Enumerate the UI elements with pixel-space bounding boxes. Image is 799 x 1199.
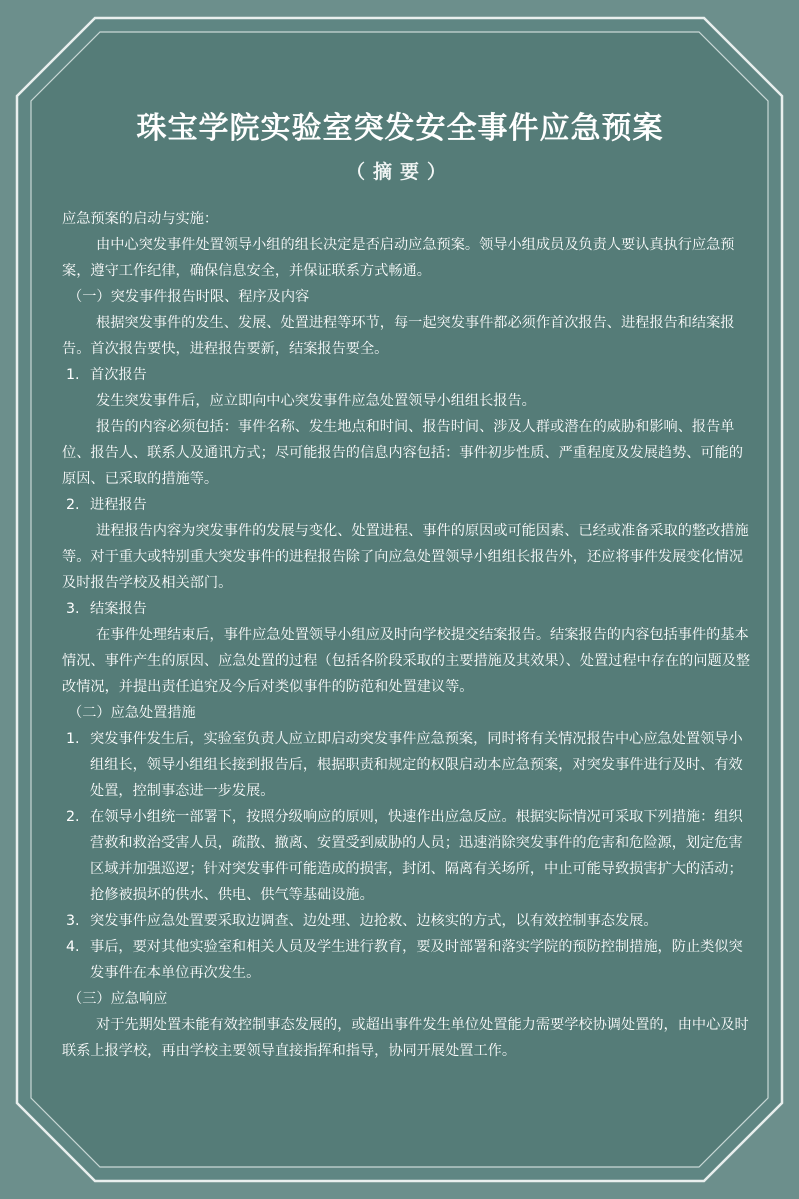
section-1-paragraph: 根据突发事件的发生、发展、处置进程等环节，每一起突发事件都必须作首次报告、进程报告和结案报告。首次报告要快，进程报告要新，结案报告要全。	[62, 315, 735, 357]
subheading-label: 结案报告	[90, 601, 147, 617]
measure-text: 事后，要对其他实验室和相关人员及学生进行教育，要及时部署和落实学院的预防控制措施，防止类似突发事件在本单位再次发生。	[90, 939, 743, 981]
subheading-closing-report	[62, 596, 752, 622]
measure-text: 突发事件发生后，实验室负责人应立即启动突发事件应急预案，同时将有关情况报告中心应急处置领导小组组长，领导小组组长接到报告后，根据职责和规定的权限启动本应急预案，对突发事件进行及时、有效处置，控制事态进一步发展。	[90, 731, 743, 799]
first-report-paragraph-1: 发生突发事件后，应立即向中心突发事件应急处置领导小组组长报告。	[96, 393, 536, 409]
first-report-paragraph-2: 报告的内容必须包括：事件名称、发生地点和时间、报告时间、涉及人群或潜在的威胁和影响、报告单位、报告人、联系人及通讯方式；尽可能报告的信息内容包括：事件初步性质、严重程度及发展趋势、可能的原因、已采取的措施等。	[62, 419, 744, 487]
subheading-first-report	[62, 362, 752, 388]
measure-number: 3.	[66, 913, 80, 929]
measure-number: 2.	[66, 809, 80, 825]
subheading-label: 首次报告	[90, 367, 147, 383]
measure-text: 在领导小组统一部署下，按照分级响应的原则，快速作出应急反应。根据实际情况可采取下列措施：组织营救和救治受害人员，疏散、撤离、安置受到威胁的人员；迅速消除突发事件的危害和危险源，划定危害区域并加强巡逻；针对突发事件可能造成的损害，封闭、隔离有关场所，中止可能导致损害扩大的活动；抢修被损坏的供水、供电、供气等基础设施。	[90, 809, 743, 903]
intro-paragraph: 由中心突发事件处置领导小组的组长决定是否启动应急预案。领导小组成员及负责人要认真执行应急预案，遵守工作纪律，确保信息安全，并保证联系方式畅通。	[62, 237, 735, 279]
section-heading-2: （二）应急处置措施	[68, 705, 196, 721]
measure-item	[62, 934, 752, 986]
subheading-progress-report	[62, 492, 752, 518]
subheading-number: 2.	[66, 497, 80, 513]
measure-number: 4.	[66, 939, 80, 955]
subheading-number: 1.	[66, 367, 80, 383]
response-paragraph: 对于先期处置未能有效控制事态发展的，或超出事件发生单位处置能力需要学校协调处置的，由中心及时联系上报学校，再由学校主要领导直接指挥和指导，协同开展处置工作。	[62, 1017, 749, 1059]
section-heading-1: （一）突发事件报告时限、程序及内容	[68, 289, 310, 305]
progress-report-paragraph: 进程报告内容为突发事件的发展与变化、处置进程、事件的原因或可能因素、已经或准备采取的整改措施等。对于重大或特别重大突发事件的进程报告除了向应急处置领导小组组长报告外，还应将事件发展变化情况及时报告学校及相关部门。	[62, 523, 749, 591]
measure-number: 1.	[66, 731, 80, 747]
subheading-number: 3.	[66, 601, 80, 617]
intro-heading: 应急预案的启动与实施：	[62, 211, 219, 227]
document-content	[62, 105, 752, 1064]
section-heading-3: （三）应急响应	[68, 991, 168, 1007]
document-subtitle: （摘要）	[345, 161, 454, 183]
measure-item	[62, 726, 752, 804]
measure-item	[62, 908, 752, 934]
document-body	[62, 206, 752, 1064]
subheading-label: 进程报告	[90, 497, 147, 513]
closing-report-paragraph: 在事件处理结束后，事件应急处置领导小组应及时向学校提交结案报告。结案报告的内容包括事件的基本情况、事件产生的原因、应急处置的过程（包括各阶段采取的主要措施及其效果）、处置过程中存在的问题及整改情况，并提出责任追究及今后对类似事件的防范和处置建议等。	[62, 627, 751, 695]
document-title: 珠宝学院实验室突发安全事件应急预案	[136, 111, 664, 146]
measure-item	[62, 804, 752, 908]
measure-text: 突发事件应急处置要采取边调查、边处理、边抢救、边核实的方式，以有效控制事态发展。	[90, 913, 658, 929]
